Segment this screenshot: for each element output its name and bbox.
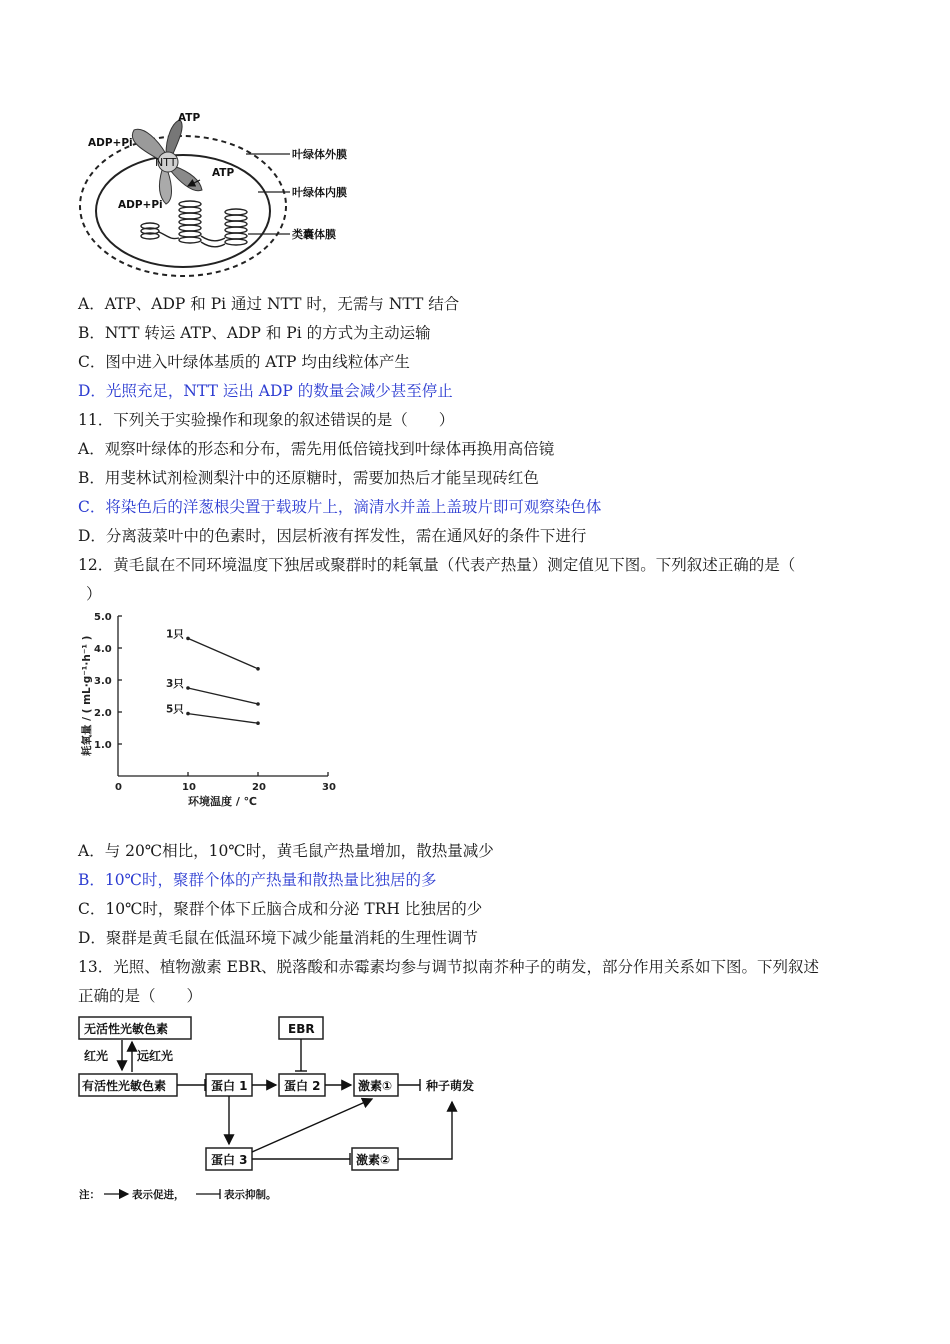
label-active-phytochrome: 有活性光敏色素 (82, 1079, 167, 1093)
q10-option-c: C．图中进入叶绿体基质的 ATP 均由线粒体产生 (78, 353, 410, 371)
q11-option-c: C．将染色后的洋葱根尖置于载玻片上，滴清水并盖上盖玻片即可观察染色体 (78, 498, 602, 516)
label-hormone-1: 激素① (358, 1079, 393, 1093)
q12-option-a: A．与 20℃相比，10℃时，黄毛鼠产热量增加，散热量减少 (78, 842, 494, 860)
q11-option-a: A．观察叶绿体的形态和分布，需先用低倍镜找到叶绿体再换用高倍镜 (78, 440, 555, 458)
ntt-label: NTT (155, 156, 177, 169)
inner-membrane-label: 叶绿体内膜 (292, 186, 347, 199)
atp-top-label: ATP (178, 112, 201, 124)
label-red-light: 红光 (84, 1049, 109, 1063)
chart-point (186, 686, 190, 690)
label-protein-2: 蛋白 2 (284, 1079, 321, 1093)
chart-ylabel: 耗氧量 / ( mL·g⁻¹·h⁻¹ ) (81, 635, 93, 756)
chart-point (186, 637, 190, 641)
q12-option-b: B．10℃时，聚群个体的产热量和散热量比独居的多 (78, 871, 437, 889)
chart-series-label: 5只 (166, 703, 184, 716)
atp-inner-label: ATP (212, 167, 235, 179)
label-ebr: EBR (288, 1022, 315, 1036)
q12-stem-cont: ） (86, 585, 102, 603)
chart-y-tick-label: 1.0 (94, 740, 112, 751)
q13-stem-cont: 正确的是（ ） (78, 987, 203, 1005)
adp-top-label: ADP+Pi (88, 137, 133, 149)
chart-series-label: 3只 (166, 678, 184, 690)
chart-y-tick-label: 3.0 (94, 676, 112, 687)
note-promote: 表示促进， (132, 1189, 185, 1201)
chart-y-tick-label: 5.0 (94, 612, 112, 623)
outer-membrane-label: 叶绿体外膜 (292, 148, 347, 161)
label-far-red-light: 远红光 (137, 1049, 174, 1063)
note-inhibit: 表示抑制。 (224, 1189, 277, 1201)
q12-option-d: D．聚群是黄毛鼠在低温环境下减少能量消耗的生理性调节 (78, 929, 478, 947)
chart-series-line (188, 688, 258, 704)
chart-x-tick-label: 30 (322, 782, 336, 793)
label-hormone-2: 激素② (356, 1153, 391, 1167)
germination-regulation-diagram (76, 1012, 496, 1207)
chart-series-line (188, 714, 258, 724)
q12-stem: 12．黄毛鼠在不同环境温度下独居或聚群时的耗氧量（代表产热量）测定值见下图。下列叙述正确的是（ (78, 556, 796, 574)
chart-series-label: 1只 (166, 628, 184, 641)
chart-point (256, 667, 260, 671)
chart-point (186, 712, 190, 716)
q11-option-b: B．用斐林试剂检测梨汁中的还原糖时，需要加热后才能呈现砖红色 (78, 469, 539, 487)
q13-stem: 13．光照、植物激素 EBR、脱落酸和赤霉素均参与调节拟南芥种子的萌发，部分作用关系如下图。下列叙述 (78, 958, 820, 976)
note-prefix: 注： (79, 1189, 100, 1201)
label-protein-1: 蛋白 1 (211, 1079, 248, 1093)
chart-point (256, 721, 260, 725)
chart-y-tick-label: 4.0 (94, 644, 112, 655)
oxygen-consumption-chart (76, 606, 346, 818)
q10-option-a: A．ATP、ADP 和 Pi 通过 NTT 时，无需与 NTT 结合 (78, 295, 460, 313)
q11-option-d: D．分离菠菜叶中的色素时，因层析液有挥发性，需在通风好的条件下进行 (78, 527, 587, 545)
chloroplast-ntt-diagram (78, 108, 368, 280)
q12-option-c: C．10℃时，聚群个体下丘脑合成和分泌 TRH 比独居的少 (78, 900, 483, 918)
q10-option-b: B．NTT 转运 ATP、ADP 和 Pi 的方式为主动运输 (78, 324, 431, 342)
q10-option-d: D．光照充足，NTT 运出 ADP 的数量会减少甚至停止 (78, 382, 453, 400)
chart-x-tick-label: 10 (182, 782, 196, 793)
label-inactive-phytochrome: 无活性光敏色素 (84, 1022, 169, 1036)
label-protein-3: 蛋白 3 (211, 1153, 248, 1167)
adp-inner-label: ADP+Pi (118, 199, 163, 211)
chart-x-tick-label: 20 (252, 782, 266, 793)
chart-xlabel: 环境温度 / ℃ (188, 795, 257, 808)
thylakoid-label: 类囊体膜 (292, 228, 336, 241)
chart-x-tick-label: 0 (115, 782, 122, 793)
chart-y-tick-label: 2.0 (94, 708, 112, 719)
label-germination: 种子萌发 (426, 1079, 475, 1093)
q11-stem: 11．下列关于实验操作和现象的叙述错误的是（ ） (78, 411, 455, 429)
chart-point (256, 702, 260, 706)
chart-series-line (188, 638, 258, 668)
